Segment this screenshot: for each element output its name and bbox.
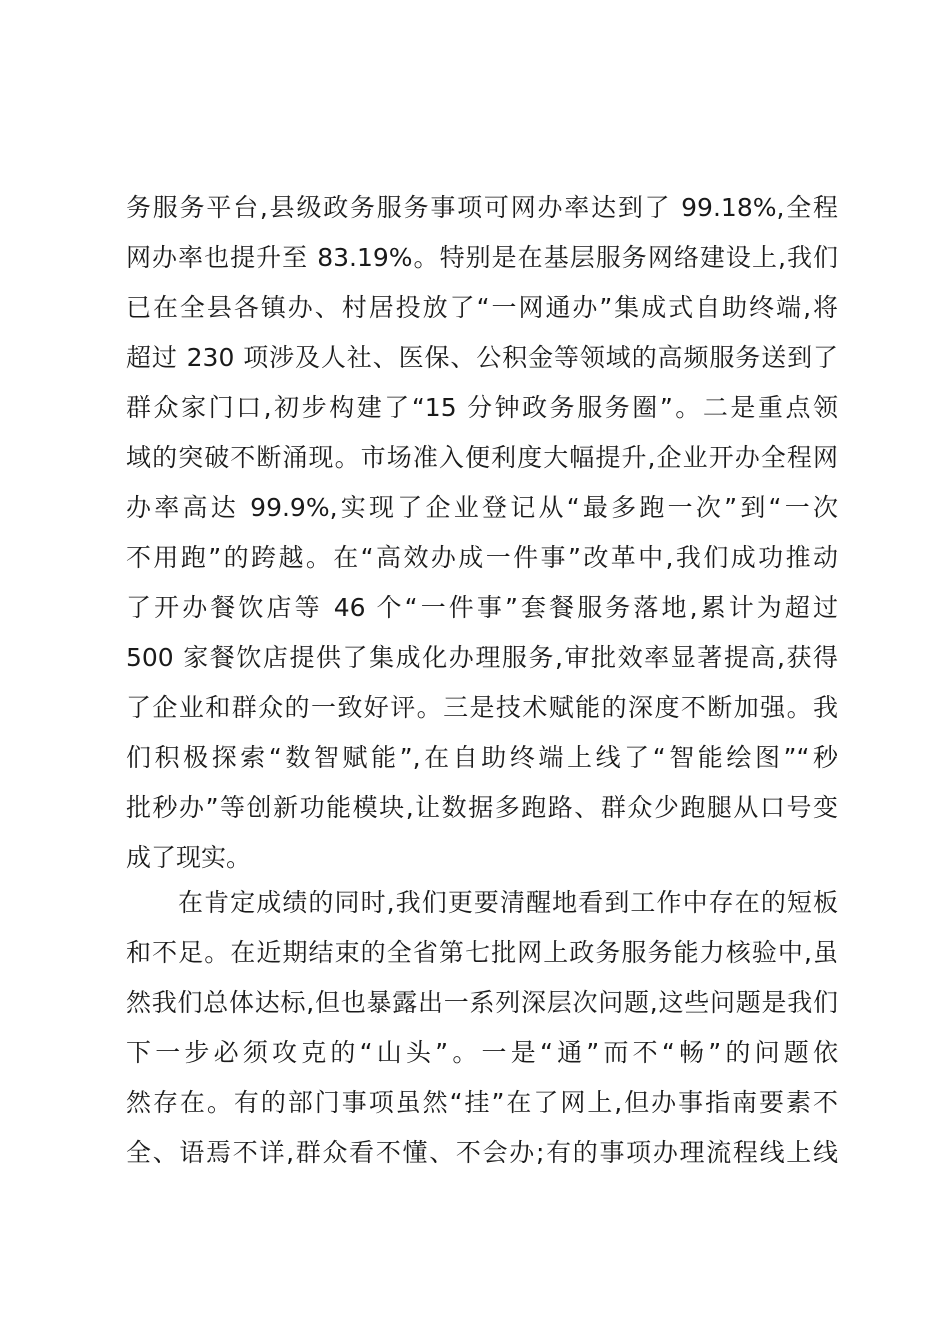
paragraph-line: 了开办餐饮店等 46 个“一件事”套餐服务落地,累计为超过 <box>126 593 838 622</box>
paragraph-2 <box>126 878 838 1178</box>
paragraph-line: 500 家餐饮店提供了集成化办理服务,审批效率显著提高,获得 <box>126 643 838 672</box>
paragraph-line: 群众家门口,初步构建了“15 分钟政务服务圈”。二是重点领 <box>126 393 838 422</box>
paragraph-line: 然我们总体达标,但也暴露出一系列深层次问题,这些问题是我们 <box>126 988 838 1017</box>
paragraph-line: 批秒办”等创新功能模块,让数据多跑路、群众少跑腿从口号变 <box>126 793 838 822</box>
paragraph-line: 们积极探索“数智赋能”,在自助终端上线了“智能绘图”“秒 <box>126 743 838 772</box>
paragraph-line: 在肯定成绩的同时,我们更要清醒地看到工作中存在的短板 <box>178 888 838 917</box>
paragraph-line: 下一步必须攻克的“山头”。一是“通”而不“畅”的问题依 <box>126 1038 838 1067</box>
paragraph-line: 办率高达 99.9%,实现了企业登记从“最多跑一次”到“一次 <box>126 493 838 522</box>
paragraph-line: 域的突破不断涌现。市场准入便利度大幅提升,企业开办全程网 <box>126 443 838 472</box>
paragraph-line: 超过 230 项涉及人社、医保、公积金等领域的高频服务送到了 <box>126 343 838 372</box>
paragraph-line: 了企业和群众的一致好评。三是技术赋能的深度不断加强。我 <box>126 693 838 722</box>
paragraph-line: 和不足。在近期结束的全省第七批网上政务服务能力核验中,虽 <box>126 938 838 967</box>
paragraph-1 <box>126 183 838 883</box>
paragraph-line: 成了现实。 <box>126 843 252 872</box>
paragraph-line: 不用跑”的跨越。在“高效办成一件事”改革中,我们成功推动 <box>126 543 838 572</box>
paragraph-line: 然存在。有的部门事项虽然“挂”在了网上,但办事指南要素不 <box>126 1088 838 1117</box>
paragraph-line: 网办率也提升至 83.19%。特别是在基层服务网络建设上,我们 <box>126 243 838 272</box>
paragraph-line: 全、语焉不详,群众看不懂、不会办;有的事项办理流程线上线 <box>126 1138 838 1167</box>
paragraph-line: 已在全县各镇办、村居投放了“一网通办”集成式自助终端,将 <box>126 293 838 322</box>
paragraph-line: 务服务平台,县级政务服务事项可网办率达到了 99.18%,全程 <box>126 193 838 222</box>
